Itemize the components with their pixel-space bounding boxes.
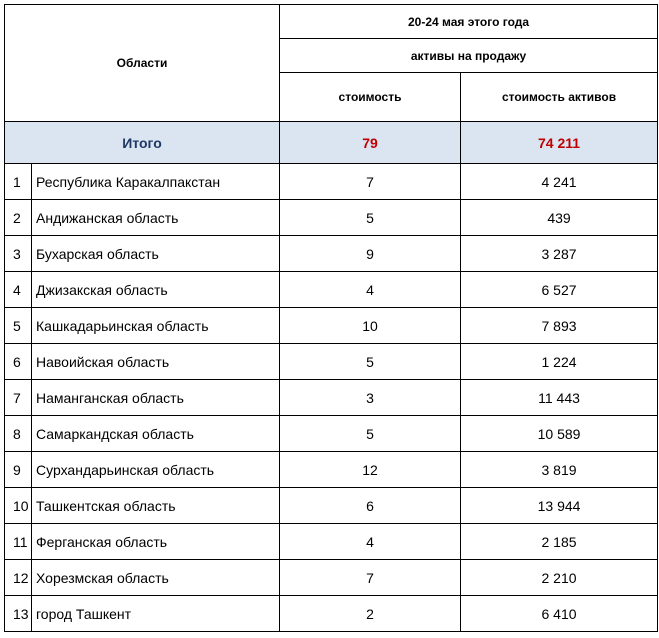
table-row [5,524,658,560]
table-row [5,200,658,236]
region-count: 5 [280,344,461,380]
table-row [5,164,658,200]
total-row [5,122,658,164]
table-row [5,416,658,452]
region-name: Ташкентская область [32,488,280,524]
row-index: 1 [5,164,32,200]
region-value: 2 210 [461,560,658,596]
region-name: Навоийская область [32,344,280,380]
region-value: 6 410 [461,596,658,632]
table-row [5,380,658,416]
row-index: 2 [5,200,32,236]
region-count: 7 [280,560,461,596]
region-name: Самаркандская область [32,416,280,452]
region-count: 6 [280,488,461,524]
regions-header: Области [5,5,280,122]
region-count: 7 [280,164,461,200]
region-value: 2 185 [461,524,658,560]
region-count: 4 [280,272,461,308]
table-row [5,452,658,488]
region-name: Ферганская область [32,524,280,560]
region-value: 10 589 [461,416,658,452]
region-value: 13 944 [461,488,658,524]
region-value: 1 224 [461,344,658,380]
region-count: 10 [280,308,461,344]
region-name: город Ташкент [32,596,280,632]
region-name: Кашкадарьинская область [32,308,280,344]
region-count: 9 [280,236,461,272]
region-count: 4 [280,524,461,560]
region-value: 7 893 [461,308,658,344]
row-index: 5 [5,308,32,344]
region-name: Андижанская область [32,200,280,236]
row-index: 3 [5,236,32,272]
region-name: Республика Каракалпакстан [32,164,280,200]
total-count: 79 [280,122,461,164]
table-row [5,560,658,596]
row-index: 11 [5,524,32,560]
region-value: 3 819 [461,452,658,488]
region-value: 439 [461,200,658,236]
row-index: 8 [5,416,32,452]
region-value: 4 241 [461,164,658,200]
region-value: 3 287 [461,236,658,272]
region-name: Бухарская область [32,236,280,272]
row-index: 13 [5,596,32,632]
region-count: 5 [280,200,461,236]
row-index: 6 [5,344,32,380]
table-row [5,488,658,524]
region-name: Джизакская область [32,272,280,308]
region-value: 6 527 [461,272,658,308]
table-row [5,596,658,632]
row-index: 7 [5,380,32,416]
value-column-header: стоимость активов [461,73,658,122]
region-name: Сурхандарьинская область [32,452,280,488]
region-rows [5,164,658,632]
region-count: 3 [280,380,461,416]
regions-table [4,4,658,632]
row-index: 9 [5,452,32,488]
table-row [5,308,658,344]
region-count: 5 [280,416,461,452]
region-name: Хорезмская область [32,560,280,596]
period-header: 20-24 мая этого года [280,5,658,39]
header-row-period [5,5,658,39]
region-count: 12 [280,452,461,488]
total-value: 74 211 [461,122,658,164]
table-row [5,344,658,380]
row-index: 12 [5,560,32,596]
row-index: 4 [5,272,32,308]
region-count: 2 [280,596,461,632]
row-index: 10 [5,488,32,524]
table-row [5,236,658,272]
region-name: Наманганская область [32,380,280,416]
count-column-header: стоимость [280,73,461,122]
region-value: 11 443 [461,380,658,416]
assets-header: активы на продажу [280,39,658,73]
total-label: Итого [5,122,280,164]
table-row [5,272,658,308]
